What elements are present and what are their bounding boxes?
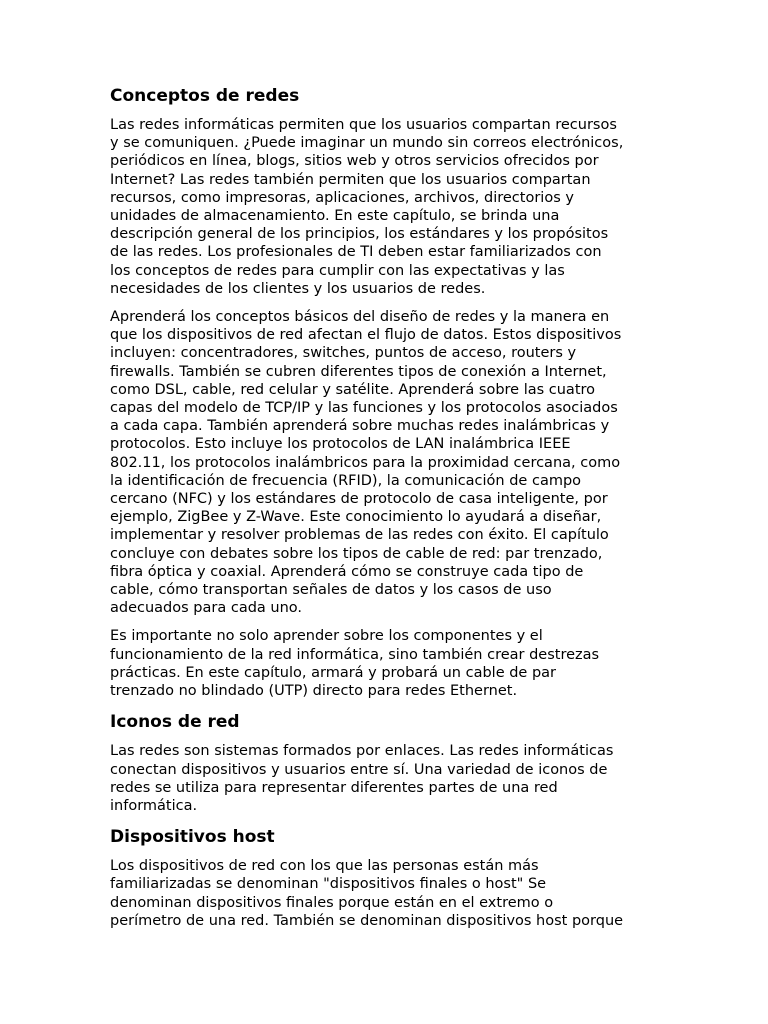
text-line: la identificación de frecuencia (RFID), la comunicación de campo bbox=[110, 472, 582, 489]
heading-dispositivos-host: Dispositivos host bbox=[110, 827, 275, 848]
text-line: fibra óptica y coaxial. Aprenderá cómo se construye cada tipo de bbox=[110, 563, 584, 580]
text-line: Aprenderá los conceptos básicos del diseño de redes y la manera en bbox=[110, 309, 610, 326]
text-line: Las redes son sistemas formados por enlaces. Las redes informáticas bbox=[110, 743, 614, 760]
text-line: incluyen: concentradores, switches, puntos de acceso, routers y bbox=[110, 345, 577, 362]
paragraph-design-concepts bbox=[110, 308, 660, 617]
paragraph-practical-skills bbox=[110, 627, 660, 700]
text-line: adecuados para cada uno. bbox=[110, 600, 303, 617]
text-line: que los dispositivos de red afectan el flujo de datos. Estos dispositivos bbox=[110, 327, 622, 344]
text-line: ejemplo, ZigBee y Z-Wave. Este conocimiento lo ayudará a diseñar, bbox=[110, 509, 602, 526]
text-line: prácticas. En este capítulo, armará y probará un cable de par bbox=[110, 664, 557, 681]
text-line: redes se utiliza para representar diferentes partes de una red bbox=[110, 779, 558, 796]
text-line: Es importante no solo aprender sobre los componentes y el bbox=[110, 628, 543, 645]
text-line: unidades de almacenamiento. En este capítulo, se brinda una bbox=[110, 208, 560, 225]
text-line: cable, cómo transportan señales de datos y los casos de uso bbox=[110, 582, 552, 599]
text-line: descripción general de los principios, los estándares y los propósitos bbox=[110, 226, 609, 243]
text-line: concluye con debates sobre los tipos de cable de red: par trenzado, bbox=[110, 545, 603, 562]
paragraph-network-icons bbox=[110, 742, 660, 815]
text-line: los conceptos de redes para cumplir con las expectativas y las bbox=[110, 262, 565, 279]
text-line: cercano (NFC) y los estándares de protocolo de casa inteligente, por bbox=[110, 491, 608, 508]
text-line: informática. bbox=[110, 797, 198, 814]
heading-conceptos-de-redes: Conceptos de redes bbox=[110, 86, 300, 106]
text-line: implementar y resolver problemas de las redes con éxito. El capítulo bbox=[110, 527, 609, 544]
text-line: funcionamiento de la red informática, sino también crear destrezas bbox=[110, 646, 600, 663]
text-line: denominan dispositivos finales porque están en el extremo o bbox=[110, 894, 554, 911]
text-line: a cada capa. También aprenderá sobre muchas redes inalámbricas y bbox=[110, 418, 610, 435]
text-line: periódicos en línea, blogs, sitios web y otros servicios ofrecidos por bbox=[110, 153, 599, 170]
heading-iconos-de-red: Iconos de red bbox=[110, 712, 240, 733]
paragraph-host-devices bbox=[110, 857, 660, 930]
text-line: capas del modelo de TCP/IP y las funciones y los protocolos asociados bbox=[110, 400, 618, 417]
text-line: y se comuniquen. ¿Puede imaginar un mundo sin correos electrónicos, bbox=[110, 135, 624, 152]
document-page bbox=[110, 84, 660, 940]
text-line: Las redes informáticas permiten que los usuarios compartan recursos bbox=[110, 117, 617, 133]
paragraph-intro bbox=[110, 116, 660, 298]
text-line: Los dispositivos de red con los que las personas están más bbox=[110, 858, 539, 875]
text-line: familiarizadas se denominan "dispositivos finales o host" Se bbox=[110, 876, 547, 893]
text-line: conectan dispositivos y usuarios entre sí. Una variedad de iconos de bbox=[110, 761, 608, 778]
text-line: perímetro de una red. También se denominan dispositivos host porque bbox=[110, 912, 624, 929]
text-line: 802.11, los protocolos inalámbricos para la proximidad cercana, como bbox=[110, 454, 621, 471]
text-line: firewalls. También se cubren diferentes tipos de conexión a Internet, bbox=[110, 363, 607, 380]
text-line: como DSL, cable, red celular y satélite. Aprenderá sobre las cuatro bbox=[110, 381, 596, 398]
text-line: Internet? Las redes también permiten que los usuarios compartan bbox=[110, 171, 591, 188]
text-line: necesidades de los clientes y los usuarios de redes. bbox=[110, 280, 486, 297]
text-line: recursos, como impresoras, aplicaciones, archivos, directorios y bbox=[110, 189, 574, 206]
text-line: de las redes. Los profesionales de TI deben estar familiarizados con bbox=[110, 244, 602, 261]
text-line: trenzado no blindado (UTP) directo para redes Ethernet. bbox=[110, 683, 518, 700]
text-line: protocolos. Esto incluye los protocolos de LAN inalámbrica IEEE bbox=[110, 436, 571, 453]
